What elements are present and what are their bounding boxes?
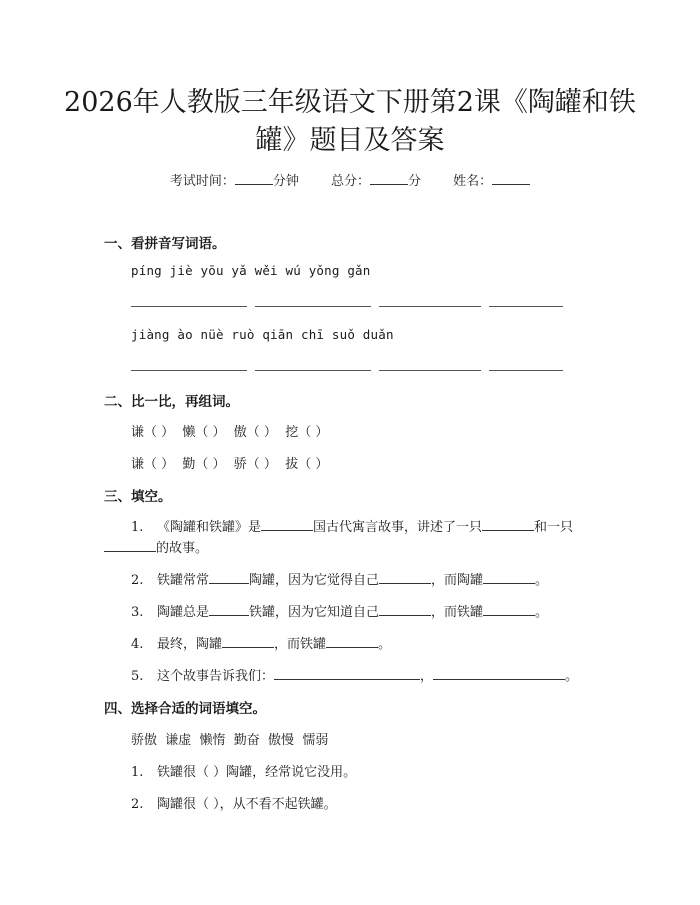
question-text: 陶罐，因为它觉得自己 xyxy=(249,573,380,588)
question-text: 。 xyxy=(535,605,549,620)
exam-time xyxy=(170,174,299,189)
section-3-heading: 三、填空。 xyxy=(104,489,172,505)
fill-blank[interactable] xyxy=(274,667,420,680)
choice-question-1 xyxy=(131,761,356,780)
answer-blank[interactable] xyxy=(379,306,481,307)
question-text: 铁罐，因为它知道自己 xyxy=(249,605,380,620)
section-1-heading: 一、看拼音写词语。 xyxy=(104,236,226,252)
fill-blank[interactable] xyxy=(326,635,378,648)
question-text: 陶罐总是 xyxy=(157,605,210,620)
word-bank: 骄傲 谦虚 懒惰 勤奋 傲慢 懦弱 xyxy=(131,733,329,748)
name-blank[interactable] xyxy=(492,172,530,185)
question-number: 2. xyxy=(131,797,144,812)
question-number: 4. xyxy=(131,637,144,652)
fill-blank[interactable] xyxy=(483,603,535,616)
fill-blank[interactable] xyxy=(379,571,431,584)
question-text: ，而陶罐 xyxy=(431,573,484,588)
fill-question-1-cont xyxy=(104,537,208,556)
question-text: 铁罐常常 xyxy=(157,573,210,588)
fill-blank[interactable] xyxy=(261,518,313,531)
question-text: 。 xyxy=(378,637,392,652)
time-unit: 分钟 xyxy=(272,174,299,189)
fill-question-4 xyxy=(131,633,391,652)
question-text: ，而铁罐 xyxy=(431,605,484,620)
time-label: 考试时间： xyxy=(169,174,235,189)
question-text: 。 xyxy=(535,573,549,588)
question-number: 2. xyxy=(131,573,144,588)
fill-blank[interactable] xyxy=(482,518,534,531)
answer-blank[interactable] xyxy=(489,370,563,371)
answer-blank[interactable] xyxy=(489,306,563,307)
question-text: 铁罐很（ ）陶罐，经常说它没用。 xyxy=(157,765,357,780)
fill-blank[interactable] xyxy=(433,667,565,680)
exam-meta xyxy=(0,170,700,189)
fill-blank[interactable] xyxy=(379,603,431,616)
fill-blank[interactable] xyxy=(483,571,535,584)
fill-blank[interactable] xyxy=(209,603,249,616)
time-blank[interactable] xyxy=(235,172,273,185)
fill-question-5 xyxy=(131,665,578,684)
answer-blank[interactable] xyxy=(131,306,247,307)
question-text: ，而铁罐 xyxy=(274,637,327,652)
compare-row-2: 谦（ ） 勤（ ） 骄（ ） 拔（ ） xyxy=(131,457,329,472)
page-title: 2026年人教版三年级语文下册第2课《陶罐和铁罐》题目及答案 xyxy=(64,87,636,156)
answer-blank[interactable] xyxy=(131,370,247,371)
score-blank[interactable] xyxy=(370,172,408,185)
score-label: 总分： xyxy=(330,174,370,189)
section-4-heading: 四、选择合适的词语填空。 xyxy=(104,701,266,717)
answer-blank[interactable] xyxy=(255,370,371,371)
exam-name xyxy=(453,174,530,189)
score-unit: 分 xyxy=(408,174,422,189)
fill-question-2 xyxy=(131,569,548,588)
section-2-heading: 二、比一比，再组词。 xyxy=(104,394,239,410)
exam-score xyxy=(331,174,421,189)
question-text: 最终，陶罐 xyxy=(157,637,223,652)
question-text: 这个故事告诉我们： xyxy=(157,669,275,684)
question-number: 3. xyxy=(131,605,144,620)
fill-blank[interactable] xyxy=(222,635,274,648)
question-text: 。 xyxy=(565,669,579,684)
answer-blank[interactable] xyxy=(379,370,481,371)
question-text: 陶罐很（ ），从不看不起铁罐。 xyxy=(157,797,337,812)
name-label: 姓名： xyxy=(453,174,493,189)
question-number: 5. xyxy=(131,669,144,684)
pinyin-row-2: jiàng ào nüè ruò qiān chī suǒ duǎn xyxy=(131,327,394,342)
compare-row-1: 谦（ ） 懒（ ） 傲（ ） 挖（ ） xyxy=(131,425,329,440)
question-number: 1. xyxy=(131,520,144,535)
pinyin-row-1: píng jiè yōu yǎ wěi wú yǒng gǎn xyxy=(131,263,371,278)
fill-blank[interactable] xyxy=(209,571,249,584)
fill-question-3 xyxy=(131,601,548,620)
question-number: 1. xyxy=(131,765,144,780)
answer-blank[interactable] xyxy=(255,306,371,307)
question-text: 和一只 xyxy=(534,520,574,535)
choice-question-2 xyxy=(131,793,337,812)
fill-blank[interactable] xyxy=(104,539,156,552)
question-text: 国古代寓言故事，讲述了一只 xyxy=(313,520,483,535)
fill-question-1 xyxy=(131,516,573,535)
question-text: ， xyxy=(420,669,434,684)
question-text: 的故事。 xyxy=(156,541,209,556)
question-text: 《陶罐和铁罐》是 xyxy=(157,520,262,535)
